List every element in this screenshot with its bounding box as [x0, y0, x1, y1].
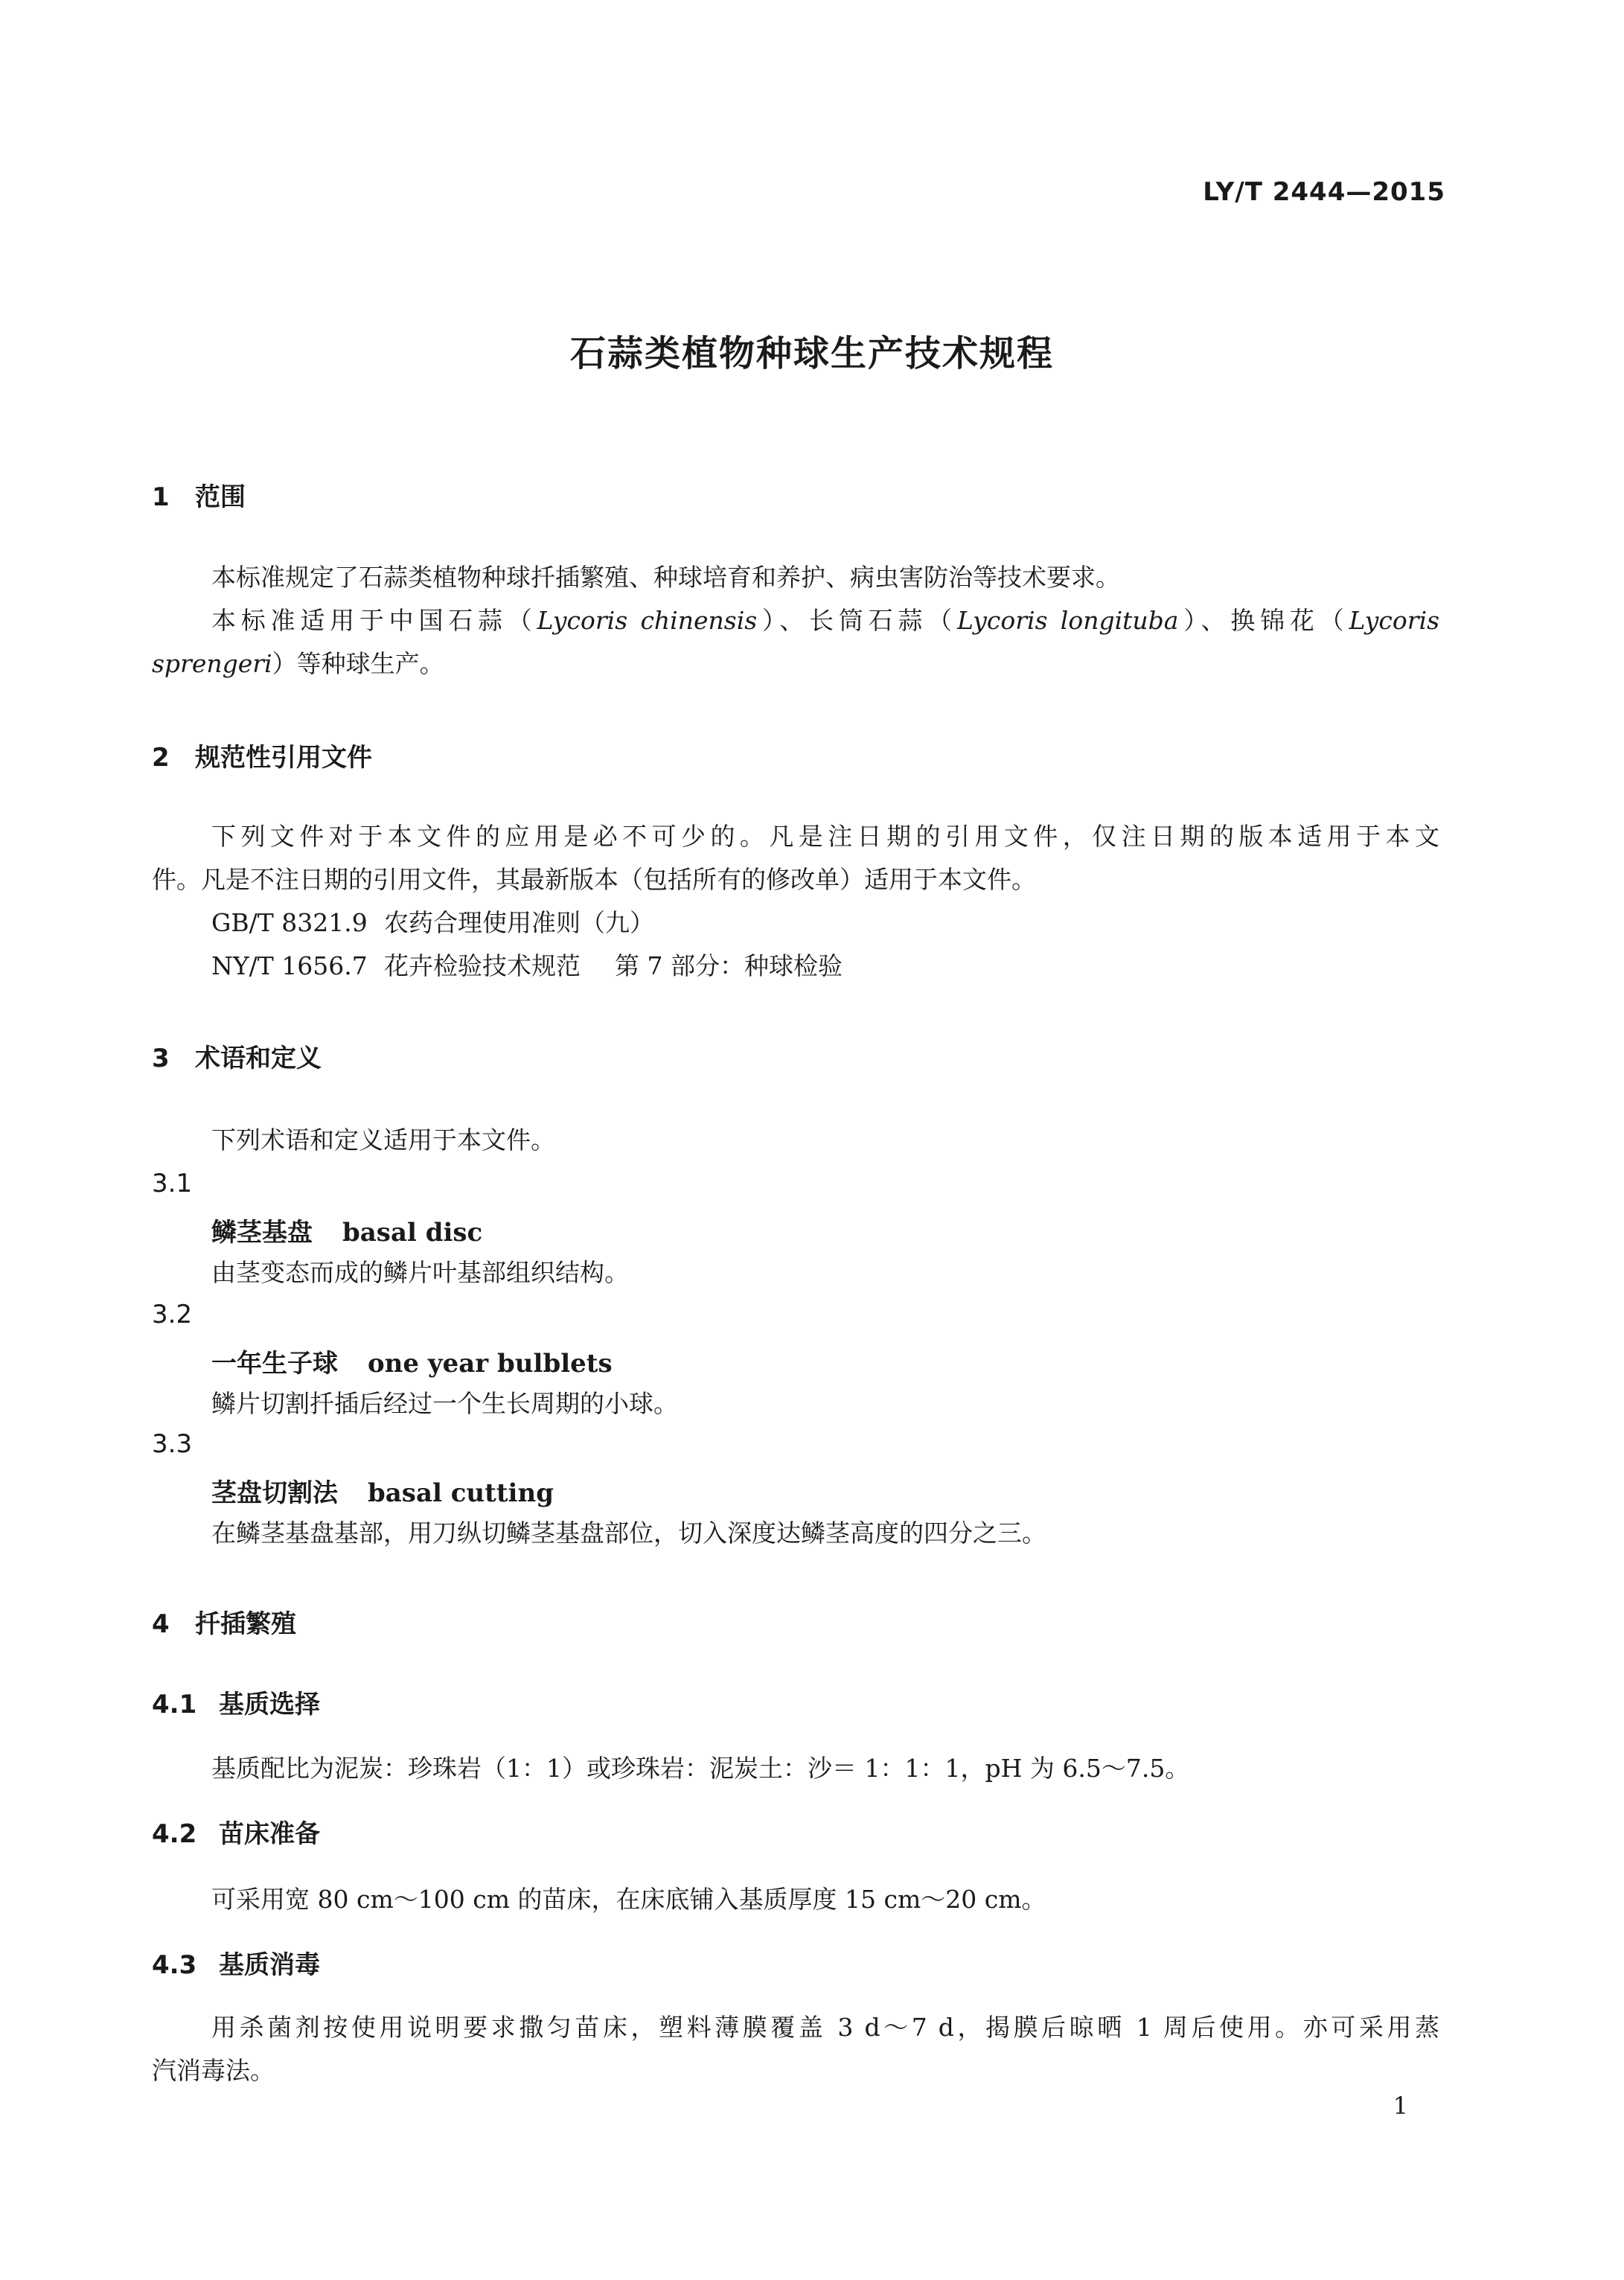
section-3-intro: 下列术语和定义适用于本文件。: [211, 1125, 555, 1155]
text-segment: ）等种球生产。: [272, 649, 444, 678]
subsection-title: 基质选择: [219, 1690, 320, 1719]
normative-reference: [211, 947, 843, 982]
subsection-heading: [152, 1944, 320, 1981]
term-number: 3.1: [152, 1169, 193, 1198]
page-number: 1: [1393, 2092, 1408, 2120]
reference-title: 农药合理使用准则（九）: [384, 908, 654, 937]
subsection-text-line-1: 用杀菌剂按使用说明要求撒匀苗床，塑料薄膜覆盖 3 d～7 d，揭膜后晾晒 1 周后使用。亦可采用蒸: [211, 2013, 1439, 2042]
term-number: 3.3: [152, 1429, 193, 1459]
subsection-title: 苗床准备: [219, 1819, 320, 1849]
reference-code: NY/T 1656.7: [211, 951, 368, 980]
term-english: basal cutting: [368, 1478, 554, 1508]
section-1-paragraph-1: 本标准规定了石蒜类植物种球扦插繁殖、种球培育和养护、病虫害防治等技术要求。: [211, 563, 1120, 592]
section-title: 范围: [195, 482, 246, 512]
subsection-heading: [152, 1813, 320, 1850]
text-segment: 本标准适用于中国石蒜（: [211, 606, 537, 635]
reference-code: GB/T 8321.9: [211, 908, 368, 937]
subsection-title: 基质消毒: [219, 1950, 320, 1980]
species-name: Lycoris chinensis: [537, 606, 758, 635]
section-title: 扦插繁殖: [195, 1609, 296, 1639]
species-genus: Lycoris: [1349, 606, 1440, 635]
subsection-text-line-2: 汽消毒法。: [152, 2056, 275, 2085]
subsection-number: 4.2: [152, 1819, 197, 1849]
section-number: 3: [152, 1044, 170, 1073]
term-heading: [211, 1343, 613, 1379]
term-heading: [211, 1472, 554, 1509]
text-segment: ）、换锦花（: [1178, 606, 1349, 635]
text-segment: ）、长筒石蒜（: [757, 606, 957, 635]
term-definition: 由茎变态而成的鳞片叶基部组织结构。: [211, 1258, 629, 1287]
subsection-text: 基质配比为泥炭：珍珠岩（1：1）或珍珠岩：泥炭土：沙＝ 1：1：1，pH 为 6.5～7.5。: [211, 1754, 1190, 1783]
section-2-heading: [152, 737, 372, 773]
subsection-text: 可采用宽 80 cm～100 cm 的苗床，在床底铺入基质厚度 15 cm～20 cm。: [211, 1885, 1046, 1914]
section-1-paragraph-2-line-2: [152, 645, 444, 680]
term-english: one year bulblets: [368, 1349, 613, 1379]
section-number: 2: [152, 743, 170, 773]
term-definition: 在鳞茎基盘基部，用刀纵切鳞茎基盘部位，切入深度达鳞茎高度的四分之三。: [211, 1519, 1046, 1548]
term-chinese: 鳞茎基盘: [211, 1218, 313, 1248]
term-english: basal disc: [342, 1218, 483, 1248]
section-1-paragraph-2-line-1: [211, 601, 1439, 636]
section-title: 术语和定义: [195, 1044, 322, 1073]
section-4-heading: [152, 1603, 296, 1640]
term-chinese: 茎盘切割法: [211, 1478, 338, 1508]
subsection-number: 4.3: [152, 1950, 197, 1980]
species-epithet: sprengeri: [152, 649, 272, 678]
reference-part: 第 7 部分：种球检验: [615, 951, 843, 980]
term-chinese: 一年生子球: [211, 1349, 338, 1379]
standard-code: LY/T 2444—2015: [1203, 177, 1445, 207]
term-number: 3.2: [152, 1300, 193, 1329]
section-3-heading: [152, 1038, 322, 1074]
term-heading: [211, 1212, 482, 1248]
section-number: 4: [152, 1609, 170, 1639]
subsection-heading: [152, 1684, 320, 1720]
section-number: 1: [152, 482, 170, 512]
normative-reference: [211, 904, 654, 939]
section-title: 规范性引用文件: [195, 743, 372, 773]
subsection-number: 4.1: [152, 1690, 197, 1719]
section-2-paragraph-line-1: 下列文件对于本文件的应用是必不可少的。凡是注日期的引用文件，仅注日期的版本适用于本文: [211, 822, 1439, 851]
section-2-paragraph-line-2: 件。凡是不注日期的引用文件，其最新版本（包括所有的修改单）适用于本文件。: [152, 865, 1036, 894]
document-title: 石蒜类植物种球生产技术规程: [569, 333, 1054, 374]
section-1-heading: [152, 476, 246, 513]
reference-title: 花卉检验技术规范: [384, 951, 581, 980]
species-name: Lycoris longituba: [956, 606, 1179, 635]
term-definition: 鳞片切割扦插后经过一个生长周期的小球。: [211, 1389, 678, 1418]
